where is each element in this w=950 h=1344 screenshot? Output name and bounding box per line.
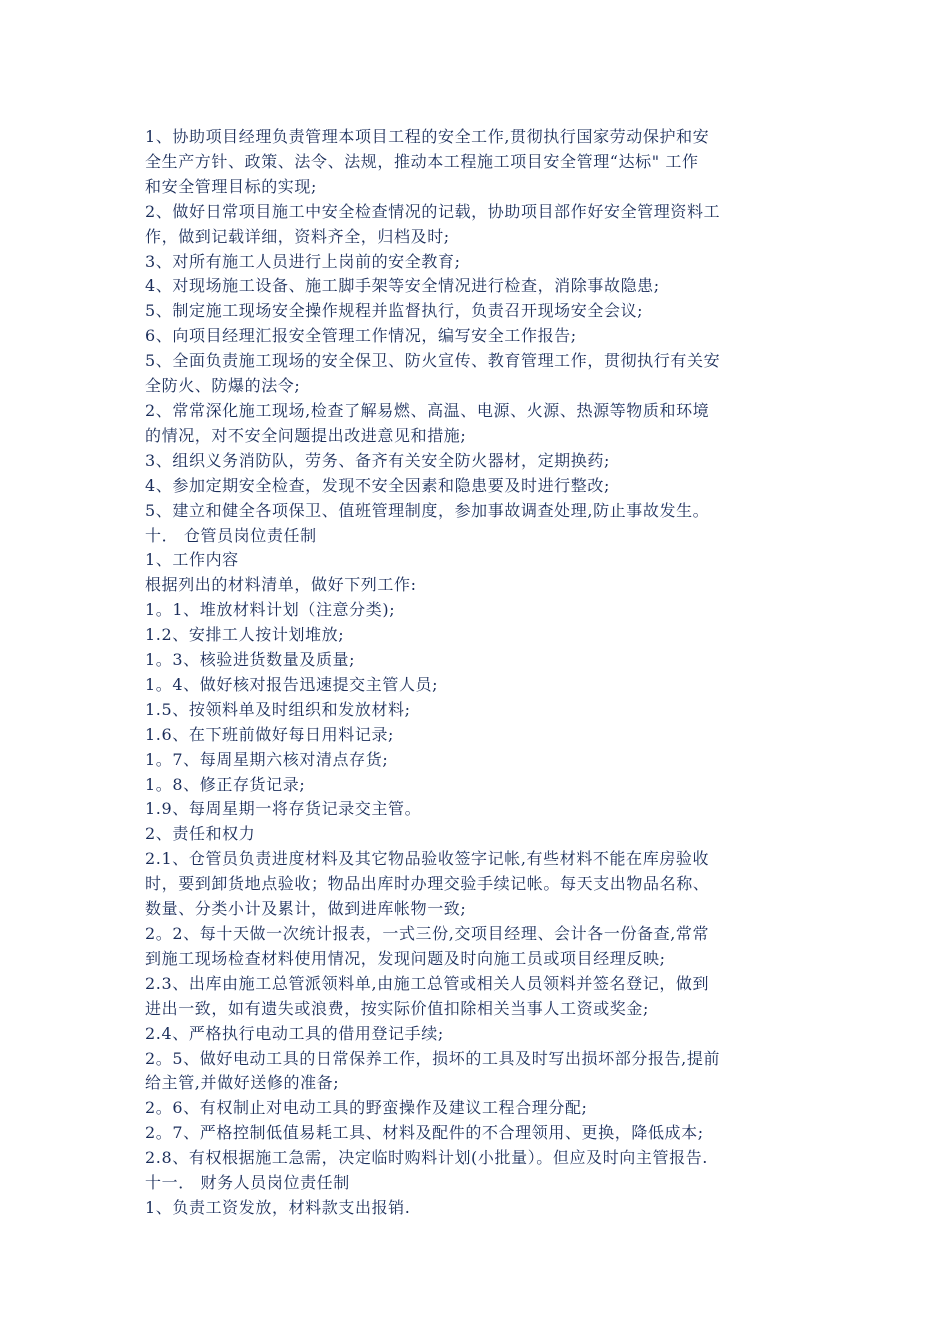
text-line: 2。2、每十天做一次统计报表，一式三份,交项目经理、会计各一份备查,常常 bbox=[145, 924, 710, 943]
subsection-heading: 2、责任和权力 bbox=[145, 824, 256, 844]
text-line: 作，做到记载详细，资料齐全，归档及时; bbox=[145, 226, 450, 246]
text-line: 2。6、有权制止对电动工具的野蛮操作及建议工程合理分配; bbox=[145, 1098, 588, 1118]
text-line: 1、负责工资发放，材料款支出报销. bbox=[145, 1197, 411, 1217]
document-body bbox=[145, 125, 815, 1221]
text-line: 2、常常深化施工现场,检查了解易燃、高温、电源、火源、热源等物质和环境 bbox=[145, 400, 710, 420]
text-line: 的情况，对不安全问题提出改进意见和措施; bbox=[145, 425, 467, 445]
text-line: 1.9、每周星期一将存货记录交主管。 bbox=[145, 799, 422, 819]
text-line: 1.6、在下班前做好每日用料记录; bbox=[145, 724, 395, 744]
text-line: 1。4、做好核对报告迅速提交主管人员; bbox=[145, 674, 439, 694]
text-line: 2.1、仓管员负责进度材料及其它物品验收签字记帐,有些材料不能在库房验收 bbox=[145, 849, 710, 869]
section-heading: 十一． 财务人员岗位责任制 bbox=[145, 1173, 350, 1193]
text-line: 时，要到卸货地点验收；物品出库时办理交验手续记帐。每天支出物品名称、 bbox=[145, 874, 710, 894]
text-line: 1.2、安排工人按计划堆放; bbox=[145, 625, 345, 645]
subsection-heading: 1、工作内容 bbox=[145, 550, 239, 570]
text-line: 和安全管理目标的实现; bbox=[145, 176, 317, 196]
text-line: 2.8、有权根据施工急需，决定临时购料计划(小批量）。但应及时向主管报告. bbox=[145, 1148, 708, 1168]
text-line: 到施工现场检查材料使用情况，发现问题及时向施工员或项目经理反映; bbox=[145, 948, 666, 968]
text-line: 2.4、严格执行电动工具的借用登记手续; bbox=[145, 1023, 444, 1043]
text-line: 全防火、防爆的法令; bbox=[145, 376, 301, 396]
text-line: 2.3、出库由施工总管派领料单,由施工总管或相关人员领料并签名登记，做到 bbox=[145, 973, 710, 993]
text-line: 1.5、按领料单及时组织和发放材料; bbox=[145, 699, 411, 719]
text-line: 2。5、做好电动工具的日常保养工作，损坏的工具及时写出损坏部分报告,提前 bbox=[145, 1048, 721, 1068]
text-line: 给主管,并做好送修的准备; bbox=[145, 1073, 340, 1093]
section-heading: 十． 仓管员岗位责任制 bbox=[145, 525, 317, 545]
text-line: 1。8、修正存货记录; bbox=[145, 774, 306, 794]
text-line: 4、对现场施工设备、施工脚手架等安全情况进行检查，消除事故隐患; bbox=[145, 276, 660, 296]
text-line: 6、向项目经理汇报安全管理工作情况，编写安全工作报告; bbox=[145, 326, 577, 346]
text-line: 进出一致，如有遗失或浪费，按实际价值扣除相关当事人工资或奖金; bbox=[145, 998, 649, 1018]
text-line: 2、做好日常项目施工中安全检查情况的记载，协助项目部作好安全管理资料工 bbox=[145, 201, 721, 221]
text-line: 数量、分类小计及累计，做到进库帐物一致; bbox=[145, 899, 467, 919]
text-line: 1、协助项目经理负责管理本项目工程的安全工作,贯彻执行国家劳动保护和安 bbox=[145, 127, 710, 146]
text-line: 3、对所有施工人员进行上岗前的安全教育; bbox=[145, 251, 461, 271]
text-line: 1。7、每周星期六核对清点存货; bbox=[145, 749, 389, 769]
text-line: 5、全面负责施工现场的安全保卫、防火宣传、教育管理工作，贯彻执行有关安 bbox=[145, 351, 721, 371]
text-line: 4、参加定期安全检查，发现不安全因素和隐患要及时进行整改; bbox=[145, 475, 610, 495]
text-line: 根据列出的材料清单，做好下列工作: bbox=[145, 575, 417, 595]
text-line: 3、组织义务消防队，劳务、备齐有关安全防火器材，定期换药; bbox=[145, 450, 610, 470]
text-line: 2。7、严格控制低值易耗工具、材料及配件的不合理领用、更换，降低成本; bbox=[145, 1123, 704, 1143]
text-line: 5、建立和健全各项保卫、值班管理制度，参加事故调查处理,防止事故发生。 bbox=[145, 500, 710, 520]
text-line: 5、制定施工现场安全操作规程并监督执行，负责召开现场安全会议; bbox=[145, 301, 644, 321]
text-line: 全生产方针、政策、法令、法规，推动本工程施工项目安全管理“达标" 工作 bbox=[145, 151, 699, 171]
text-line: 1。3、核验进货数量及质量; bbox=[145, 650, 356, 670]
text-line: 1。1、堆放材料计划（注意分类); bbox=[145, 600, 396, 620]
